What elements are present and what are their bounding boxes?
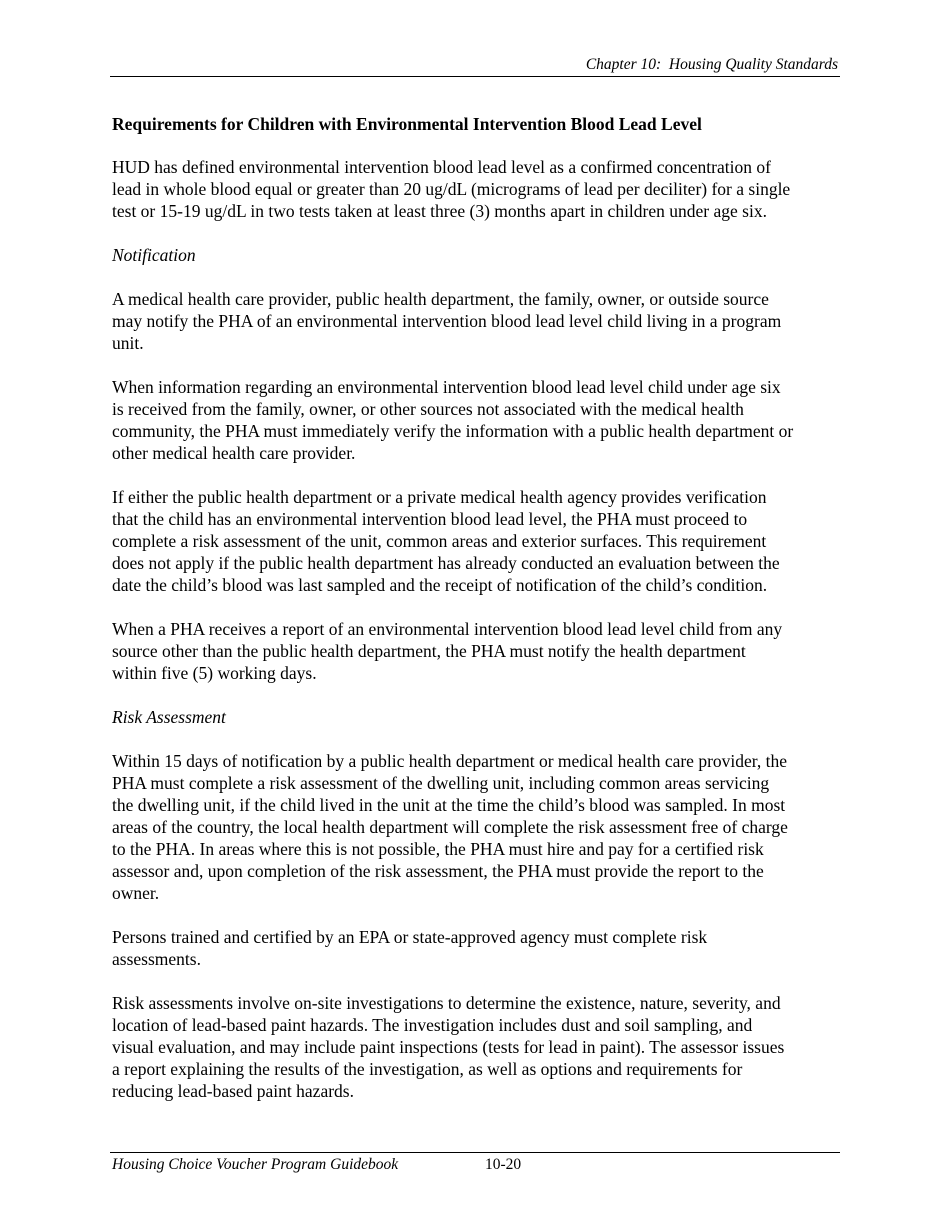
notification-paragraph-4: When a PHA receives a report of an environmental intervention blood lead level child from any source other than the public health department, the PHA must notify the health department within five (5) working days. [112,619,783,683]
chapter-title: Chapter 10: Housing Quality Standards [585,56,838,73]
risk-assessment-paragraph-1: Within 15 days of notification by a public health department or medical health care provider, the PHA must complete a risk assessment of the dwelling unit, including common areas servicing the dwelling unit, if the child lived in the unit at the time the child’s blood was sampled. In most areas of the country, the local health department will complete the risk assessment free of charge to the PHA. In areas where this is not possible, the PHA must hire and pay for a certified risk assessor and, upon completion of the risk assessment, the PHA must provide the report to the owner. [112,751,788,903]
risk-assessment-paragraph-2: Persons trained and certified by an EPA or state-approved agency must complete risk assessments. [112,927,708,969]
page-footer [110,1152,840,1177]
notification-paragraph-1: A medical health care provider, public health department, the family, owner, or outside source may notify the PHA of an environmental intervention blood lead level child living in a program unit. [112,289,782,353]
risk-assessment-paragraph-3: Risk assessments involve on-site investigations to determine the existence, nature, severity, and location of lead-based paint hazards. The investigation includes dust and soil sampling, and visual evaluation, and may include paint inspections (tests for lead in paint). The assessor issues a report explaining the results of the investigation, as well as options and requirements for reducing lead-based paint hazards. [112,993,785,1101]
page-header [110,56,840,77]
risk-assessment-heading: Risk Assessment [112,707,226,727]
notification-heading: Notification [112,245,196,265]
document-body [112,113,842,1124]
guidebook-title: Housing Choice Voucher Program Guidebook [112,1156,399,1173]
page-number: 10-20 [485,1156,522,1173]
intro-paragraph: HUD has defined environmental intervention blood lead level as a confirmed concentration of lead in whole blood equal or greater than 20 ug/dL (micrograms of lead per deciliter) for a single test or 15-19 ug/dL in two tests taken at least three (3) months apart in children under age six. [112,157,791,221]
notification-paragraph-2: When information regarding an environmental intervention blood lead level child under age six is received from the family, owner, or other sources not associated with the medical health community, the PHA must immediately verify the information with a public health department or other medical health care provider. [112,377,794,463]
section-title: Requirements for Children with Environmental Intervention Blood Lead Level [112,114,702,134]
notification-paragraph-3: If either the public health department or a private medical health agency provides verification that the child has an environmental intervention blood lead level, the PHA must proceed to complete a risk assessment of the unit, common areas and exterior surfaces. This requirement does not apply if the public health department has already conducted an evaluation between the date the child’s blood was last sampled and the receipt of notification of the child’s condition. [112,487,780,595]
